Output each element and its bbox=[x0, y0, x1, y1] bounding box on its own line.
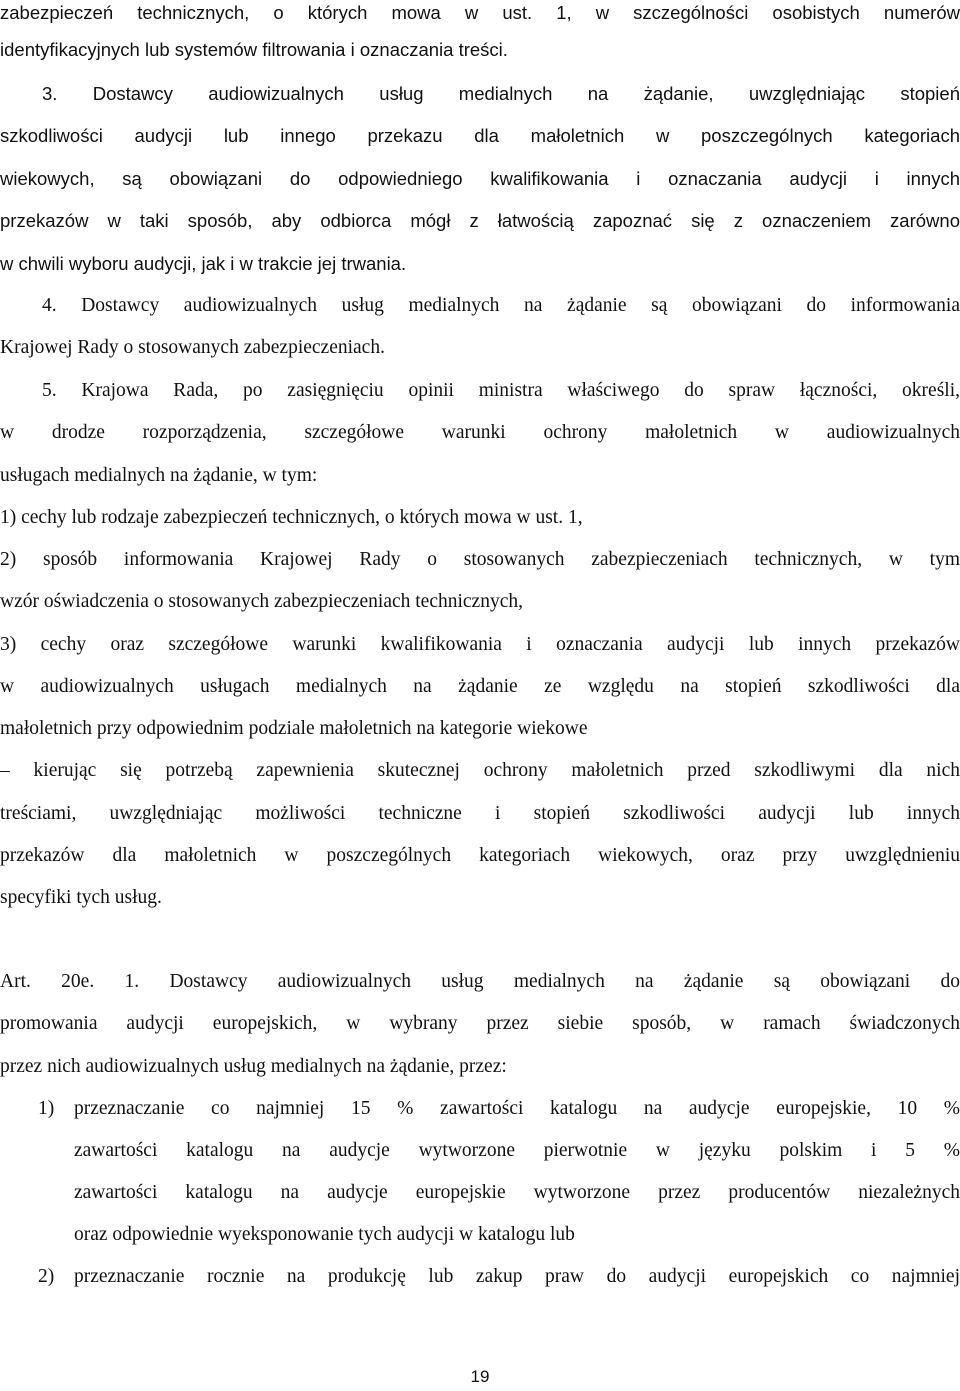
text-line: zawartości katalogu na audycje europejskie wytworzone przez producentów niezależnych bbox=[74, 1182, 960, 1203]
list-marker: 2) bbox=[38, 1266, 55, 1287]
text-line: w chwili wyboru audycji, jak i w trakcie jej trwania. bbox=[0, 253, 407, 274]
text-line: 3) cechy oraz szczegółowe warunki kwalifikowania i oznaczania audycji lub innych przekazów bbox=[0, 634, 960, 655]
text-line: w drodze rozporządzenia, szczegółowe warunki ochrony małoletnich w audiowizualnych bbox=[0, 422, 960, 443]
text-line: 5. Krajowa Rada, po zasięgnięciu opinii ministra właściwego do spraw łączności, określi, bbox=[42, 380, 960, 401]
text-line: małoletnich przy odpowiednim podziale małoletnich na kategorie wiekowe bbox=[0, 718, 588, 739]
text-line: – kierując się potrzebą zapewnienia skutecznej ochrony małoletnich przed szkodliwymi dla nich bbox=[0, 760, 960, 781]
text-line: wiekowych, są obowiązani do odpowiedniego kwalifikowania i oznaczania audycji i innych bbox=[0, 168, 960, 189]
text-line: Krajowej Rady o stosowanych zabezpieczeniach. bbox=[0, 337, 385, 358]
article-heading-line: Art. 20e. 1. Dostawcy audiowizualnych usług medialnych na żądanie są obowiązani do bbox=[0, 971, 960, 992]
text-line: 2) sposób informowania Krajowej Rady o stosowanych zabezpieczeniach technicznych, w tym bbox=[0, 549, 960, 570]
list-marker: 1) bbox=[38, 1098, 55, 1119]
text-line: przeznaczanie rocznie na produkcję lub zakup praw do audycji europejskich co najmniej bbox=[74, 1266, 960, 1287]
text-line: oraz odpowiednie wyeksponowanie tych audycji w katalogu lub bbox=[74, 1224, 575, 1245]
text-line: 3. Dostawcy audiowizualnych usług medialnych na żądanie, uwzględniając stopień bbox=[42, 83, 960, 104]
text-line: przekazów w taki sposób, aby odbiorca mógł z łatwością zapoznać się z oznaczeniem zarówno bbox=[0, 210, 960, 231]
text-line: promowania audycji europejskich, w wybrany przez siebie sposób, w ramach świadczonych bbox=[0, 1013, 960, 1034]
text-line: przez nich audiowizualnych usług medialnych na żądanie, przez: bbox=[0, 1056, 507, 1077]
text-line: szkodliwości audycji lub innego przekazu dla małoletnich w poszczególnych kategoriach bbox=[0, 125, 960, 146]
text-line: 1) cechy lub rodzaje zabezpieczeń technicznych, o których mowa w ust. 1, bbox=[0, 507, 583, 528]
page-number: 19 bbox=[470, 1367, 490, 1386]
text-line: przeznaczanie co najmniej 15 % zawartości katalogu na audycje europejskie, 10 % bbox=[74, 1098, 960, 1119]
text-line: przekazów dla małoletnich w poszczególnych kategoriach wiekowych, oraz przy uwzględnieniu bbox=[0, 845, 960, 866]
text-line: usługach medialnych na żądanie, w tym: bbox=[0, 465, 318, 486]
text-line: specyfiki tych usług. bbox=[0, 887, 162, 908]
text-line: zabezpieczeń technicznych, o których mowa w ust. 1, w szczególności osobistych numerów bbox=[0, 2, 960, 23]
text-line: w audiowizualnych usługach medialnych na żądanie ze względu na stopień szkodliwości dla bbox=[0, 676, 960, 697]
text-line: treściami, uwzględniając możliwości techniczne i stopień szkodliwości audycji lub innych bbox=[0, 803, 960, 824]
text-line: identyfikacyjnych lub systemów filtrowania i oznaczania treści. bbox=[0, 39, 508, 60]
text-line: zawartości katalogu na audycje wytworzone pierwotnie w języku polskim i 5 % bbox=[74, 1140, 960, 1161]
text-line: wzór oświadczenia o stosowanych zabezpieczeniach technicznych, bbox=[0, 591, 523, 612]
text-line: 4. Dostawcy audiowizualnych usług medialnych na żądanie są obowiązani do informowania bbox=[42, 295, 960, 316]
